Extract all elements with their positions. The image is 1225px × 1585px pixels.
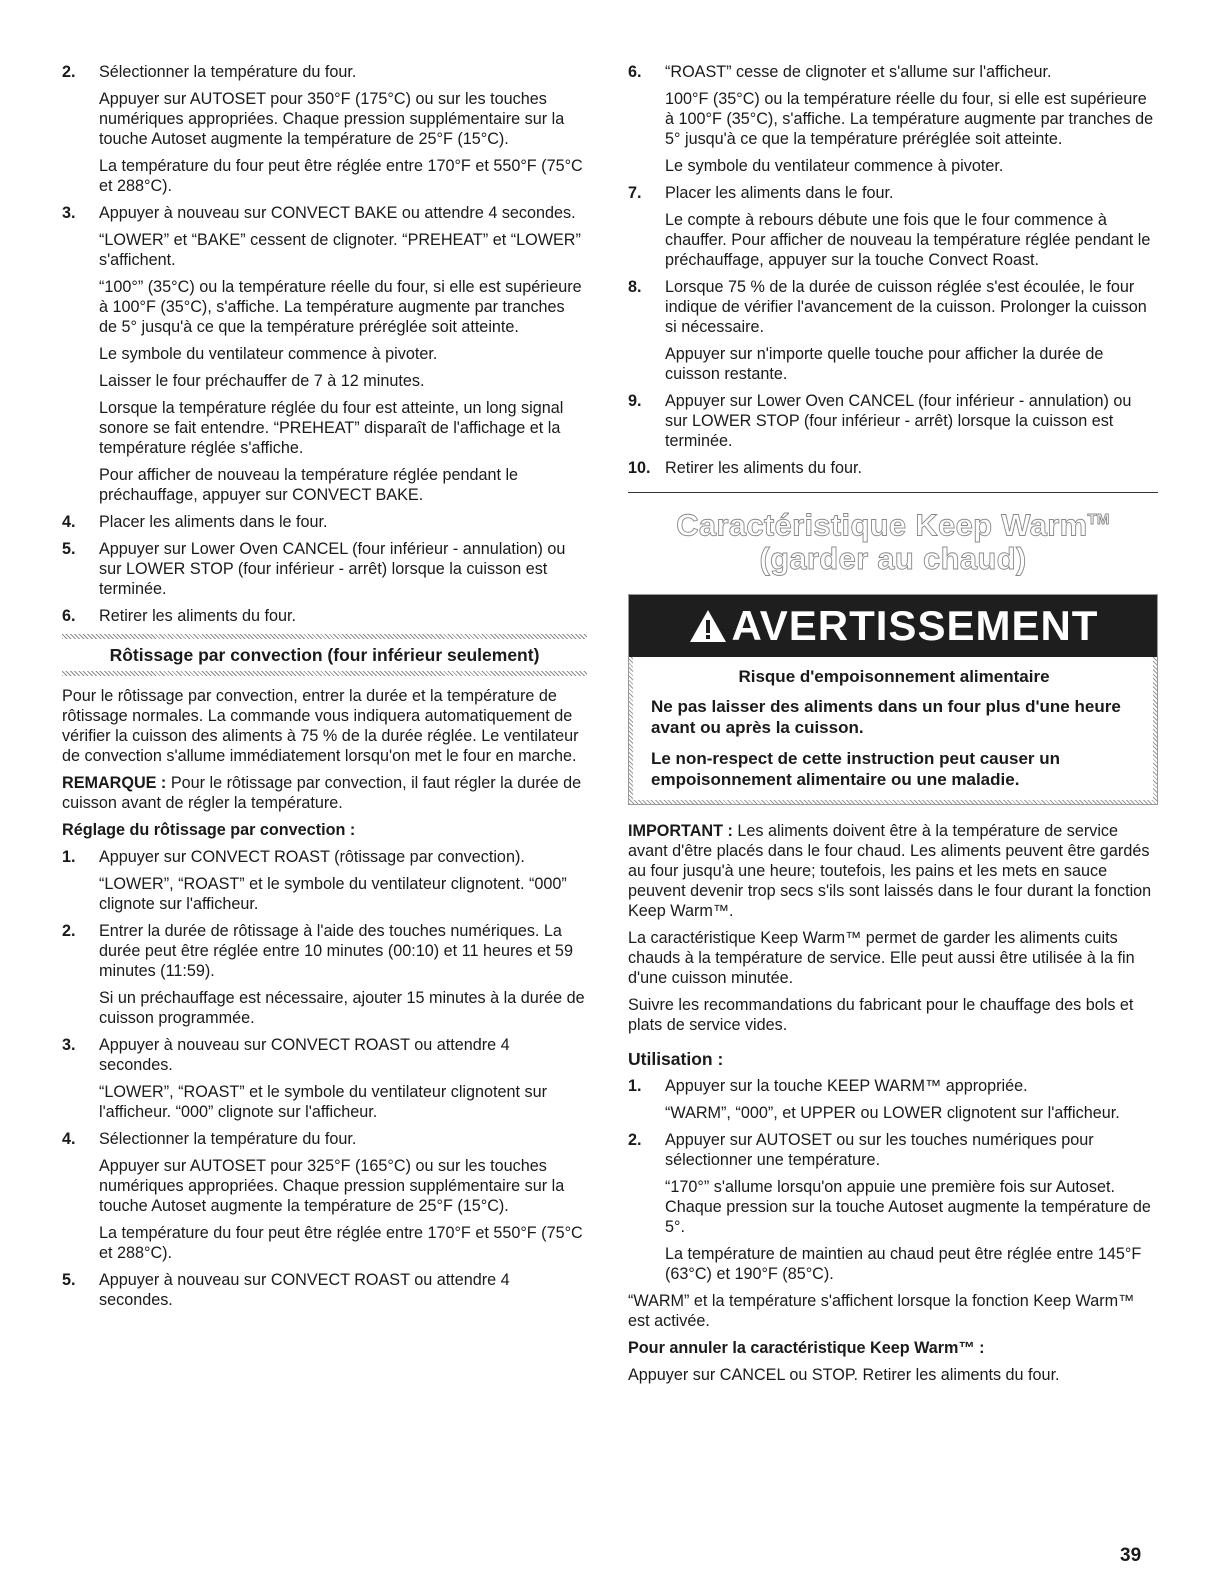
reglage-heading: Réglage du rôtissage par convection : — [62, 821, 356, 839]
item-text: Si un préchauffage est nécessaire, ajouter 15 minutes à la durée de cuisson programmée. — [99, 989, 585, 1027]
paragraph: La caractéristique Keep Warm™ permet de garder les aliments cuits chauds à la température de service. Elle peut aussi être utilisée à la fin d'une cuisson minutée. — [628, 929, 1135, 988]
section-divider-top — [62, 634, 587, 639]
item-text: Appuyer sur AUTOSET ou sur les touches numériques pour sélectionner une température. — [665, 1131, 1094, 1170]
important-text: Les aliments doivent être à la température de service avant d'être placés dans le four chaud. Les aliments peuvent être gardés au four jusqu'à une heure; toutefois, les pains et les mets en sauce peuvent devenir trop secs s'ils sont laissés dans le four durant la fonction Keep Warm™. — [628, 822, 1152, 921]
section-divider-bottom — [62, 671, 587, 676]
item-text: Appuyer à nouveau sur CONVECT BAKE ou attendre 4 secondes. — [99, 204, 576, 222]
item-text: Lorsque la température réglée du four est atteinte, un long signal sonore se fait entendre. “PREHEAT” disparaît de l'affichage et la température réglée s'affiche. — [99, 399, 564, 457]
item-text: Appuyer sur la touche KEEP WARM™ appropriée. — [665, 1077, 1028, 1096]
remarque-text: Pour le rôtissage par convection, il faut régler la durée de cuisson avant de régler la température. — [62, 774, 582, 812]
item-text: “100°” (35°C) ou la température réelle du four, si elle est supérieure à 100°F (35°C), s'affiche. La température augmente par tranches de 5° jusqu'à ce que la température préréglée soit atteinte. — [99, 278, 582, 336]
warning-text: Le non-respect de cette instruction peut causer un empoisonnement alimentaire ou une maladie. — [651, 749, 1061, 790]
item-number: 2. — [628, 1131, 642, 1150]
item-text: Laisser le four préchauffer de 7 à 12 minutes. — [99, 372, 425, 390]
item-text: La température du four peut être réglée entre 170°F et 550°F (75°C et 288°C). — [99, 157, 583, 195]
item-text: “LOWER”, “ROAST” et le symbole du ventilateur clignotent. “000” clignote sur l'afficheur. — [99, 875, 567, 913]
item-text: Placer les aliments dans le four. — [99, 513, 328, 531]
item-number: 8. — [628, 278, 642, 296]
warning-subtitle: Risque d'empoisonnement alimentaire — [738, 667, 1050, 687]
item-text: Entrer la durée de rôtissage à l'aide des touches numériques. La durée peut être réglée entre 10 minutes (00:10) et 11 heures et 59 minutes (11:59). — [99, 922, 573, 980]
item-number: 10. — [628, 459, 651, 477]
item-text: 100°F (35°C) ou la température réelle du four, si elle est supérieure à 100°F (35°C), s'affiche. La température augmente par tranches de 5° jusqu'à ce que la température préréglée soit atteinte. — [665, 90, 1154, 148]
item-number: 5. — [62, 540, 76, 558]
warning-body — [633, 657, 1153, 800]
item-number: 3. — [62, 1036, 76, 1054]
left-column — [62, 62, 587, 1317]
item-text: “LOWER”, “ROAST” et le symbole du ventilateur clignotent sur l'afficheur. “000” clignote sur l'afficheur. — [99, 1083, 548, 1121]
item-number: 9. — [628, 392, 642, 410]
warning-triangle-icon — [688, 608, 728, 644]
item-text: Retirer les aliments du four. — [99, 607, 297, 625]
paragraph: Suivre les recommandations du fabricant pour le chauffage des bols et plats de service vides. — [628, 996, 1134, 1035]
list-item — [62, 539, 587, 599]
item-text: Appuyer sur AUTOSET pour 350°F (175°C) ou sur les touches numériques appropriées. Chaque pression supplémentaire sur la touche Autoset augmente la température de 25°F (15°C). — [99, 90, 565, 148]
item-text: La température du four peut être réglée entre 170°F et 550°F (75°C et 288°C). — [99, 1224, 583, 1262]
section-rule — [628, 492, 1158, 493]
item-text: Le symbole du ventilateur commence à pivoter. — [99, 345, 438, 363]
list-item — [62, 606, 587, 626]
paragraph: “WARM” et la température s'affichent lorsque la fonction Keep Warm™ est activée. — [628, 1292, 1135, 1331]
item-text: La température de maintien au chaud peut être réglée entre 145°F (63°C) et 190°F (85°C). — [665, 1245, 1142, 1284]
keep-warm-title-line1: Caractéristique Keep Warm — [676, 507, 1088, 543]
list-item — [62, 1270, 587, 1310]
item-number: 6. — [628, 63, 642, 81]
item-text: Lorsque 75 % de la durée de cuisson réglée s'est écoulée, le four indique de vérifier l'avancement de la cuisson. Prolonger la cuisson si nécessaire. — [665, 278, 1147, 336]
item-number: 1. — [62, 848, 76, 866]
item-text: “ROAST” cesse de clignoter et s'allume sur l'afficheur. — [665, 63, 1052, 81]
warning-banner-text: AVERTISSEMENT — [731, 602, 1099, 650]
item-text: “170°” s'allume lorsqu'on appuie une première fois sur Autoset. Chaque pression sur la touche Autoset augmente la température de 5°. — [665, 1178, 1151, 1237]
list-item — [628, 1130, 1158, 1284]
item-text: Appuyer sur Lower Oven CANCEL (four inférieur - annulation) ou sur LOWER STOP (four inférieur - arrêt) lorsque la cuisson est terminée. — [665, 392, 1132, 450]
item-text: Placer les aliments dans le four. — [665, 184, 894, 202]
item-text: “WARM”, “000”, et UPPER ou LOWER clignotent sur l'afficheur. — [665, 1104, 1120, 1123]
intro-paragraph: Pour le rôtissage par convection, entrer la durée et la température de rôtissage normales. La commande vous indiquera automatiquement de vérifier la cuisson des aliments à 75 % de la durée réglée. Le ventilateur de convection s'allume immédiatement lorsqu'on met le four en marche. — [62, 687, 579, 765]
page-number: 39 — [1120, 1545, 1142, 1566]
item-number: 3. — [62, 204, 76, 222]
item-number: 5. — [62, 1271, 76, 1289]
important-paragraph — [628, 821, 1158, 921]
important-label: IMPORTANT : — [628, 822, 733, 841]
warning-banner — [629, 595, 1157, 657]
cancel-heading: Pour annuler la caractéristique Keep Warm™ : — [628, 1339, 985, 1358]
right-column — [628, 62, 1158, 1392]
item-number: 4. — [62, 513, 76, 531]
item-text: Sélectionner la température du four. — [99, 63, 357, 81]
list-item — [628, 62, 1158, 176]
list-item — [62, 1035, 587, 1122]
item-text: Sélectionner la température du four. — [99, 1130, 357, 1148]
list-item — [62, 512, 587, 532]
trademark-mark: TM — [1087, 511, 1110, 528]
paragraph: Appuyer sur CANCEL ou STOP. Retirer les aliments du four. — [628, 1366, 1060, 1385]
keep-warm-title — [628, 503, 1158, 576]
utilisation-heading: Utilisation : — [628, 1049, 724, 1070]
item-number: 7. — [628, 184, 642, 202]
item-number: 2. — [62, 63, 76, 81]
warning-box — [628, 594, 1158, 805]
warning-text: Ne pas laisser des aliments dans un four plus d'une heure avant ou après la cuisson. — [651, 697, 1121, 738]
list-item — [62, 62, 587, 196]
item-text: Retirer les aliments du four. — [665, 459, 863, 477]
list-item — [62, 847, 587, 914]
keep-warm-title-line2: (garder au chaud) — [759, 541, 1027, 577]
item-text: “LOWER” et “BAKE” cessent de clignoter. “PREHEAT” et “LOWER” s'affichent. — [99, 231, 581, 269]
section-title: Rôtissage par convection (four inférieur seulement) — [109, 645, 540, 665]
item-text: Appuyer sur CONVECT ROAST (rôtissage par convection). — [99, 848, 525, 866]
item-text: Le compte à rebours débute une fois que le four commence à chauffer. Pour afficher de nouveau la température réglée pendant le préchauffage, appuyer sur la touche Convect Roast. — [665, 211, 1151, 269]
item-number: 6. — [62, 607, 76, 625]
list-item — [628, 391, 1158, 451]
list-item — [62, 921, 587, 1028]
list-item — [628, 183, 1158, 270]
list-item — [628, 1076, 1158, 1123]
list-item — [628, 458, 1158, 478]
remarque-paragraph — [62, 773, 587, 813]
item-number: 2. — [62, 922, 76, 940]
list-item — [62, 203, 587, 505]
item-text: Appuyer à nouveau sur CONVECT ROAST ou attendre 4 secondes. — [99, 1271, 510, 1309]
remarque-label: REMARQUE : — [62, 774, 167, 792]
item-text: Le symbole du ventilateur commence à pivoter. — [665, 157, 1004, 175]
item-text: Appuyer sur AUTOSET pour 325°F (165°C) ou sur les touches numériques appropriées. Chaque pression supplémentaire sur la touche Autoset augmente la température de 25°F (15°C). — [99, 1157, 565, 1215]
list-item — [62, 1129, 587, 1263]
item-number: 4. — [62, 1130, 76, 1148]
item-number: 1. — [628, 1077, 642, 1096]
list-item — [628, 277, 1158, 384]
item-text: Appuyer à nouveau sur CONVECT ROAST ou attendre 4 secondes. — [99, 1036, 510, 1074]
item-text: Pour afficher de nouveau la température réglée pendant le préchauffage, appuyer sur CONVECT BAKE. — [99, 466, 519, 504]
item-text: Appuyer sur n'importe quelle touche pour afficher la durée de cuisson restante. — [665, 345, 1104, 383]
item-text: Appuyer sur Lower Oven CANCEL (four inférieur - annulation) ou sur LOWER STOP (four inférieur - arrêt) lorsque la cuisson est terminée. — [99, 540, 566, 598]
